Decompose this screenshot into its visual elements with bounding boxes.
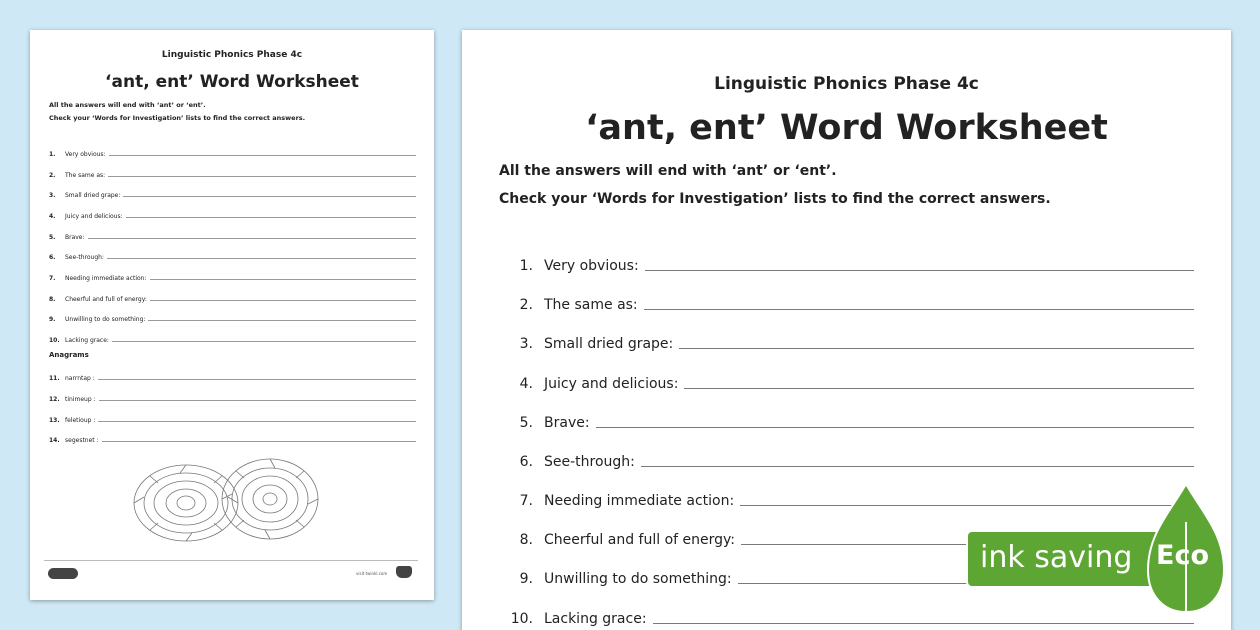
question-number: 3. xyxy=(519,336,533,352)
preview-question-row xyxy=(49,187,416,199)
answer-line[interactable] xyxy=(679,348,1194,349)
preview-footer xyxy=(44,560,418,582)
question-text: Small dried grape: xyxy=(544,336,674,352)
preview-instruction-2: Check your ‘Words for Investigation’ lists to find the correct answers. xyxy=(49,114,306,122)
question-text: The same as: xyxy=(65,172,106,179)
question-text: Juicy and delicious: xyxy=(65,213,123,220)
question-number: 5. xyxy=(519,415,533,431)
eco-label: Eco xyxy=(1156,540,1209,571)
question-text: See-through: xyxy=(544,454,635,470)
question-number: 4. xyxy=(49,213,56,220)
question-number: 3. xyxy=(49,192,56,199)
answer-line[interactable] xyxy=(653,623,1194,624)
anagram-text: segestnet : xyxy=(65,437,99,444)
question-text: Cheerful and full of energy: xyxy=(65,296,147,303)
answer-line[interactable] xyxy=(150,300,416,301)
twinkl-logo-icon xyxy=(48,568,78,579)
question-text: Very obvious: xyxy=(65,151,106,158)
answer-line[interactable] xyxy=(98,379,416,380)
question-number: 8. xyxy=(519,532,533,548)
question-number: 6. xyxy=(519,454,533,470)
question-number: 10. xyxy=(49,337,60,344)
anagram-row xyxy=(49,432,416,444)
question-number: 11. xyxy=(49,375,60,382)
answer-line[interactable] xyxy=(641,466,1194,467)
preview-question-row xyxy=(49,270,416,282)
instruction-1: All the answers will end with ‘ant’ or ‘ent’. xyxy=(499,163,837,179)
answer-line[interactable] xyxy=(644,309,1194,310)
question-text: Very obvious: xyxy=(544,258,639,274)
anagram-row xyxy=(49,370,416,382)
question-number: 10. xyxy=(510,611,533,627)
question-row xyxy=(506,407,1194,431)
question-text: Unwilling to do something: xyxy=(65,316,146,323)
question-text: Needing immediate action: xyxy=(65,275,147,282)
preview-worksheet-page xyxy=(30,30,434,600)
footer-text: visit twinkl.com xyxy=(356,571,388,576)
preview-question-row xyxy=(49,249,416,261)
question-number: 9. xyxy=(519,571,533,587)
question-text: Lacking grace: xyxy=(65,337,109,344)
answer-line[interactable] xyxy=(123,196,416,197)
question-number: 7. xyxy=(519,493,533,509)
question-text: See-through: xyxy=(65,254,104,261)
question-text: Brave: xyxy=(544,415,590,431)
anagram-row xyxy=(49,412,416,424)
preview-question-row xyxy=(49,332,416,344)
worksheet-subtitle: Linguistic Phonics Phase 4c xyxy=(714,74,979,94)
preview-title: ‘ant, ent’ Word Worksheet xyxy=(105,72,359,92)
question-number: 14. xyxy=(49,437,60,444)
ink-saving-eco-badge xyxy=(966,482,1260,618)
preview-question-row xyxy=(49,146,416,158)
question-row xyxy=(506,250,1194,274)
answer-line[interactable] xyxy=(112,341,416,342)
question-text: Needing immediate action: xyxy=(544,493,735,509)
question-text: Brave: xyxy=(65,234,85,241)
question-text: Lacking grace: xyxy=(544,611,647,627)
question-row xyxy=(506,446,1194,470)
question-number: 12. xyxy=(49,396,60,403)
preview-question-row xyxy=(49,291,416,303)
question-row xyxy=(506,368,1194,392)
question-number: 1. xyxy=(519,258,533,274)
anagram-text: feletioup : xyxy=(65,417,96,424)
question-text: Unwilling to do something: xyxy=(544,571,732,587)
answer-line[interactable] xyxy=(99,400,416,401)
answer-line[interactable] xyxy=(98,421,416,422)
question-text: The same as: xyxy=(544,297,638,313)
preview-question-row xyxy=(49,167,416,179)
answer-line[interactable] xyxy=(88,238,416,239)
question-number: 13. xyxy=(49,417,60,424)
question-row xyxy=(506,328,1194,352)
preview-subtitle: Linguistic Phonics Phase 4c xyxy=(161,50,303,60)
preview-question-row xyxy=(49,229,416,241)
worksheet-title: ‘ant, ent’ Word Worksheet xyxy=(585,108,1108,148)
question-number: 9. xyxy=(49,316,56,323)
question-number: 2. xyxy=(49,172,56,179)
question-row xyxy=(506,289,1194,313)
question-number: 6. xyxy=(49,254,56,261)
answer-line[interactable] xyxy=(102,441,416,442)
answer-line[interactable] xyxy=(596,427,1194,428)
answer-line[interactable] xyxy=(148,320,416,321)
question-number: 2. xyxy=(519,297,533,313)
instruction-2: Check your ‘Words for Investigation’ lists to find the correct answers. xyxy=(499,191,1051,207)
answer-line[interactable] xyxy=(107,258,416,259)
answer-line[interactable] xyxy=(645,270,1194,271)
succulent-illustration xyxy=(128,455,338,547)
question-number: 4. xyxy=(519,376,533,392)
question-number: 1. xyxy=(49,151,56,158)
answer-line[interactable] xyxy=(684,388,1194,389)
question-number: 5. xyxy=(49,234,56,241)
question-text: Juicy and delicious: xyxy=(544,376,679,392)
question-number: 7. xyxy=(49,275,56,282)
preview-question-row xyxy=(49,208,416,220)
answer-line[interactable] xyxy=(109,155,416,156)
question-text: Small dried grape: xyxy=(65,192,121,199)
answer-line[interactable] xyxy=(126,217,416,218)
leaf-icon xyxy=(966,482,1260,618)
anagram-text: narrntap : xyxy=(65,375,95,382)
anagram-text: tinimeup : xyxy=(65,396,96,403)
ink-saving-label: ink saving xyxy=(980,540,1133,575)
anagram-row xyxy=(49,391,416,403)
footer-badge-icon xyxy=(396,566,412,578)
preview-instruction-1: All the answers will end with ‘ant’ or ‘ent’. xyxy=(49,101,206,109)
preview-question-row xyxy=(49,311,416,323)
answer-line[interactable] xyxy=(150,279,416,280)
anagrams-heading: Anagrams xyxy=(49,351,89,359)
answer-line[interactable] xyxy=(108,176,416,177)
question-text: Cheerful and full of energy: xyxy=(544,532,736,548)
question-number: 8. xyxy=(49,296,56,303)
